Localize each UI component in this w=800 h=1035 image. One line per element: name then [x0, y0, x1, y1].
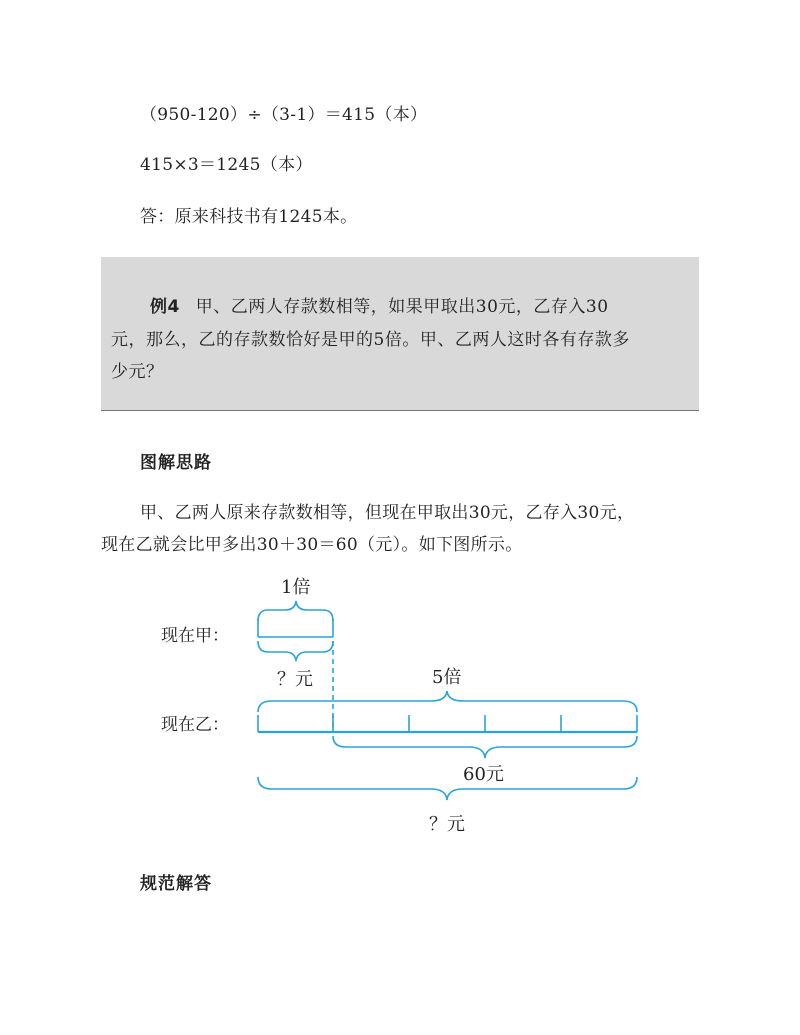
- row-label-jia-text: 现在甲：: [161, 626, 229, 646]
- label-60yuan: 60元: [463, 764, 504, 785]
- calc-line-2: 415×3＝1245（本）: [140, 155, 313, 175]
- brace-1bei: [258, 601, 333, 621]
- example-line-1: [150, 292, 609, 317]
- brace-5bei: [258, 691, 637, 712]
- brace-jia-bottom: [258, 641, 333, 661]
- label-1bei: 1倍: [281, 577, 311, 598]
- paragraph-line-1: 甲、乙两人原来存款数相等，但现在甲取出30元，乙存入30元，: [140, 503, 635, 523]
- jia-bar: [258, 619, 333, 637]
- label-5bei: 5倍: [432, 667, 462, 688]
- calc-line-1: （950-120）÷（3-1）＝415（本）: [140, 105, 428, 125]
- example-label: 例4: [150, 297, 180, 317]
- example-line-3: 少元？: [111, 362, 164, 382]
- heading-tujie-silu: 图解思路: [140, 453, 212, 473]
- brace-60yuan: [333, 736, 637, 758]
- heading-guifan-jieda: 规范解答: [140, 874, 212, 894]
- label-q-yuan-bottom: ？元: [429, 814, 465, 835]
- label-q-yuan-top: ？元: [277, 669, 313, 690]
- answer-line: 答：原来科技书有1245本。: [140, 207, 358, 227]
- example-text-1: 甲、乙两人存款数相等，如果甲取出30元，乙存入30: [195, 297, 609, 317]
- paragraph-line-2: 现在乙就会比甲多出30＋30＝60（元）。如下图所示。: [101, 535, 523, 555]
- example-line-2: 元，那么，乙的存款数恰好是甲的5倍。甲、乙两人这时各有存款多: [111, 330, 630, 350]
- line-segment-diagram: [0, 560, 800, 860]
- yi-ticks: [258, 715, 637, 732]
- row-label-yi: 现在乙：: [161, 715, 229, 735]
- brace-total: [258, 777, 637, 800]
